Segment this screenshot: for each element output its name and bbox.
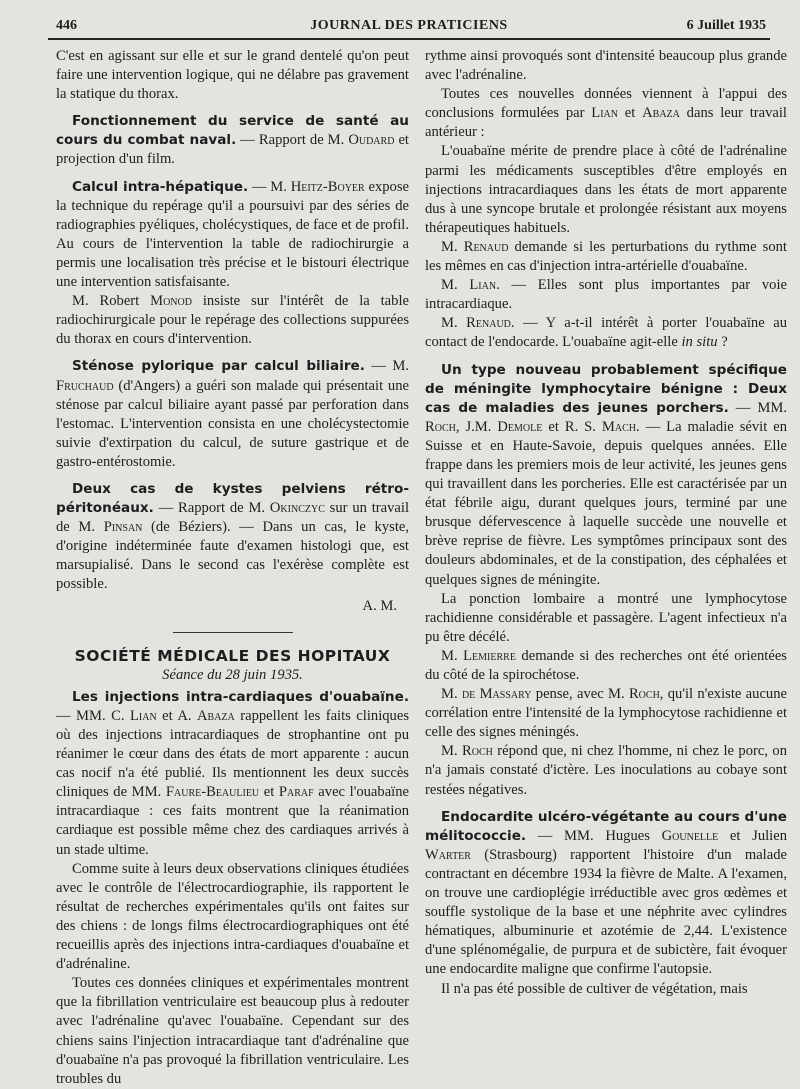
- author-name: Faure-Beaulieu: [165, 784, 260, 801]
- paragraph: C'est en agissant sur elle et sur le grand dentelé qu'on peut faire une intervention logique, qui ne délabre pas gravement la statique du thorax.: [56, 48, 409, 103]
- signature: A. M.: [362, 597, 397, 614]
- author-name: Renaud: [463, 238, 509, 255]
- author-name: Roch: [628, 686, 660, 703]
- paragraph: Il n'a pas été possible de cultiver de végétation, mais: [441, 980, 748, 997]
- page-number: 446: [56, 18, 77, 33]
- author-name: Lemierre: [463, 647, 516, 664]
- section-stenose-pylorique: Sténose pylorique par calcul biliaire. — M. Fruchaud (d'Angers) a guéri son malade qui présentait une sténose par calcul biliaire ayant passé par perforation dans l'estomac. L'intervention consista en une cholécystectomie suivie d'extirpation du calcul, de suture gastrique et de gastro-entérostomie.: [56, 358, 410, 470]
- author-name: Renaud: [466, 315, 511, 332]
- divider: [173, 632, 293, 633]
- section-title: Fonctionnement du service de santé au cours du combat naval.: [56, 113, 409, 149]
- paragraph: Comme suite à leurs deux observations cliniques étudiées avec le contrôle de l'électrocardiographie, ils rapportent le résultat de recherches expérimentales qu'ils ont faites sur des chiens : de longs films électrocardiographiques ont été recueillis après des injections intra-cardiaques d'ouabaïne et d'adrénaline.: [56, 860, 409, 973]
- section-title: Calcul intra-hépatique.: [72, 178, 249, 195]
- paragraph: rythme ainsi provoqués sont d'intensité beaucoup plus grande avec l'adrénaline.: [425, 48, 787, 84]
- author-name: Mach: [601, 418, 637, 435]
- author-name: Roch: [425, 418, 456, 435]
- author-name: Pinsan: [103, 519, 143, 536]
- society-title: SOCIÉTÉ MÉDICALE DES HOPITAUX: [74, 646, 391, 665]
- author-name: de Massary: [461, 686, 532, 703]
- section-title: Les injections intra-cardiaques d'ouabaïne.: [72, 688, 409, 705]
- section-meningite-lymphocytaire: Un type nouveau probablement spécifique de méningite lymphocytaire bénigne : Deux cas de maladies des jeunes porchers. — MM. Roch, J.M. Demole et R. S. Mach. — La maladie sévit en Suisse et en Haute-Savoie, depuis quelques années. Elle frappe dans les premiers mois de leur activité, les jeunes gens qui travaillent dans les porcheries. Elle est caractérisée par un état fébrile aigu, durant quelques jours, terminé par une brusque défervescence à laquelle succède une nouvelle et brève reprise de fièvre. Les symptômes principaux sont des douleurs abdominales, et de la constipation, des céphalées et quelques signes de méningite.: [425, 361, 787, 588]
- issue-date: 6 Juillet 1935: [686, 18, 766, 33]
- paragraph: La ponction lombaire a montré une lymphocytose rachidienne considérable et passagère. L'agent infectieux n'a pu être décélé.: [425, 590, 787, 645]
- author-name: Lian: [591, 105, 618, 122]
- section-title: Sténose pylorique par calcul biliaire.: [72, 358, 365, 375]
- right-column: [425, 47, 787, 999]
- left-column: [56, 47, 409, 1089]
- page-header: [48, 12, 770, 40]
- seance-date: Séance du 28 juin 1935.: [162, 666, 303, 683]
- author-name: Heitz-Boyer: [290, 178, 365, 195]
- author-name: Lian: [469, 277, 497, 294]
- section-title: Deux cas de kystes pelviens rétro-péritonéaux.: [56, 480, 409, 517]
- author-name: Oudard: [348, 132, 395, 149]
- author-name: Okinczyc: [269, 500, 325, 517]
- paragraph: M. Renaud demande si les perturbations du rythme sont les mêmes en cas d'injection intra-artérielle d'ouabaïne.: [425, 238, 787, 275]
- section-title: Endocardite ulcéro-végétante au cours d'une mélitococcie.: [425, 808, 787, 844]
- section-calcul-hepatique: Calcul intra-hépatique. — M. Heitz-Boyer expose la technique du repérage qu'il a poursuivi par des séries de radiographies pyéliques, cholécystiques, de face et de profil. Au cours de l'intervention la table de radiochirurgie a permis une localisation très précise et le bistouri électrique une intervention satisfaisante.: [56, 178, 409, 291]
- paragraph: M. Renaud. — Y a-t-il intérêt à porter l'ouabaïne au contact de l'endocarde. L'ouabaïne agit-elle in situ ?: [425, 315, 787, 351]
- author-name: Gounelle: [661, 827, 719, 844]
- section-kystes-pelviens: Deux cas de kystes pelviens rétro-péritonéaux. — Rapport de M. Okinczyc sur un travail de M. Pinsan (de Béziers). — Dans un cas, le kyste, d'origine indéterminée faute d'examen histologi que, est marsupialisé. Dans le second cas l'exérèse complète est possible.: [56, 480, 409, 593]
- author-name: Lian: [129, 707, 157, 724]
- author-name: Abaza: [642, 105, 680, 122]
- paragraph: Toutes ces données cliniques et expérimentales montrent que la fibrillation ventriculaire est beaucoup plus à redouter avec l'adrénaline qu'avec l'ouabaïne. Cependant sur des chiens sains l'injection intracardiaque tant d'adrénaline que d'ouabaïne n'a pas provoqué la fibrillation ventriculaire. Les troubles du: [56, 975, 409, 1087]
- author-name: Abaza: [197, 707, 235, 724]
- paragraph: Toutes ces nouvelles données viennent à l'appui des conclusions formulées par Lian et Abaza dans leur travail antérieur :: [425, 86, 787, 141]
- author-name: Warter: [425, 846, 471, 863]
- section-injections-ouabaine: Les injections intra-cardiaques d'ouabaïne. — MM. C. Lian et A. Abaza rappellent les faits cliniques où des injections intracardiaques de strophantine ont pu réanimer le cœur dans des états de mort apparente : aucun cas nocif n'a été publié. Ils mentionnent les deux succès cliniques de MM. Faure-Beaulieu et Paraf avec l'ouabaïne intracardiaque : ces faits montrent que la réanimation cardiaque est possible même chez des cardiaques arrivés à un stade ultime.: [56, 688, 410, 858]
- section-title: Un type nouveau probablement spécifique de méningite lymphocytaire bénigne : Deux cas de maladies des jeunes porchers.: [425, 361, 787, 416]
- paragraph: M. Roch répond que, ni chez l'homme, ni chez le porc, on n'a jamais constaté d'ictère. Les inoculations au cobaye sont restées négatives.: [425, 743, 787, 798]
- journal-title: JOURNAL DES PRATICIENS: [310, 18, 508, 33]
- author-name: Roch: [462, 743, 493, 760]
- section-endocardite: Endocardite ulcéro-végétante au cours d'une mélitococcie. — MM. Hugues Gounelle et Julien Warter (Strasbourg) rapportent l'histoire d'un malade contractant en décembre 1934 la fièvre de Malte. A l'examen, on trouve une cardioplégie irréductible avec gros œdèmes et souffle systolique de la base et une néphrite avec cylindres hématiques, albuminurie et azotémie de 2,44. L'existence d'une splénomégalie, de purpura et de subictère, fait évoquer une endocardite maligne que confirme l'autopsie.: [425, 808, 787, 978]
- section-fonctionnement: Fonctionnement du service de santé au cours du combat naval. — Rapport de M. Oudard et projection d'un film.: [56, 113, 409, 168]
- author-name: Paraf: [278, 784, 314, 801]
- author-name: Demole: [497, 418, 543, 435]
- author-name: Fruchaud: [56, 377, 114, 394]
- paragraph: M. Robert Monod insiste sur l'intérêt de la table radiochirurgicale pour le repérage des collections suppurées du thorax en cours d'intervention.: [56, 293, 409, 348]
- paragraph: M. Lemierre demande si des recherches ont été orientées du côté de la spirochétose.: [425, 647, 787, 683]
- paragraph: L'ouabaïne mérite de prendre place à côté de l'adrénaline parmi les médicaments susceptibles d'être employés en injections intracardiaques dans les états de mort apparente dus à une syncope brutale et prolongée résistant aux moyens thérapeutiques habituels.: [425, 143, 787, 236]
- paragraph: M. Lian. — Elles sont plus importantes par voie intracardiaque.: [425, 277, 787, 313]
- paragraph: M. de Massary pense, avec M. Roch, qu'il n'existe aucune corrélation entre l'intensité de la lymphocytose rachidienne et celle des signes méningés.: [425, 686, 787, 741]
- author-name: Monod: [150, 293, 192, 310]
